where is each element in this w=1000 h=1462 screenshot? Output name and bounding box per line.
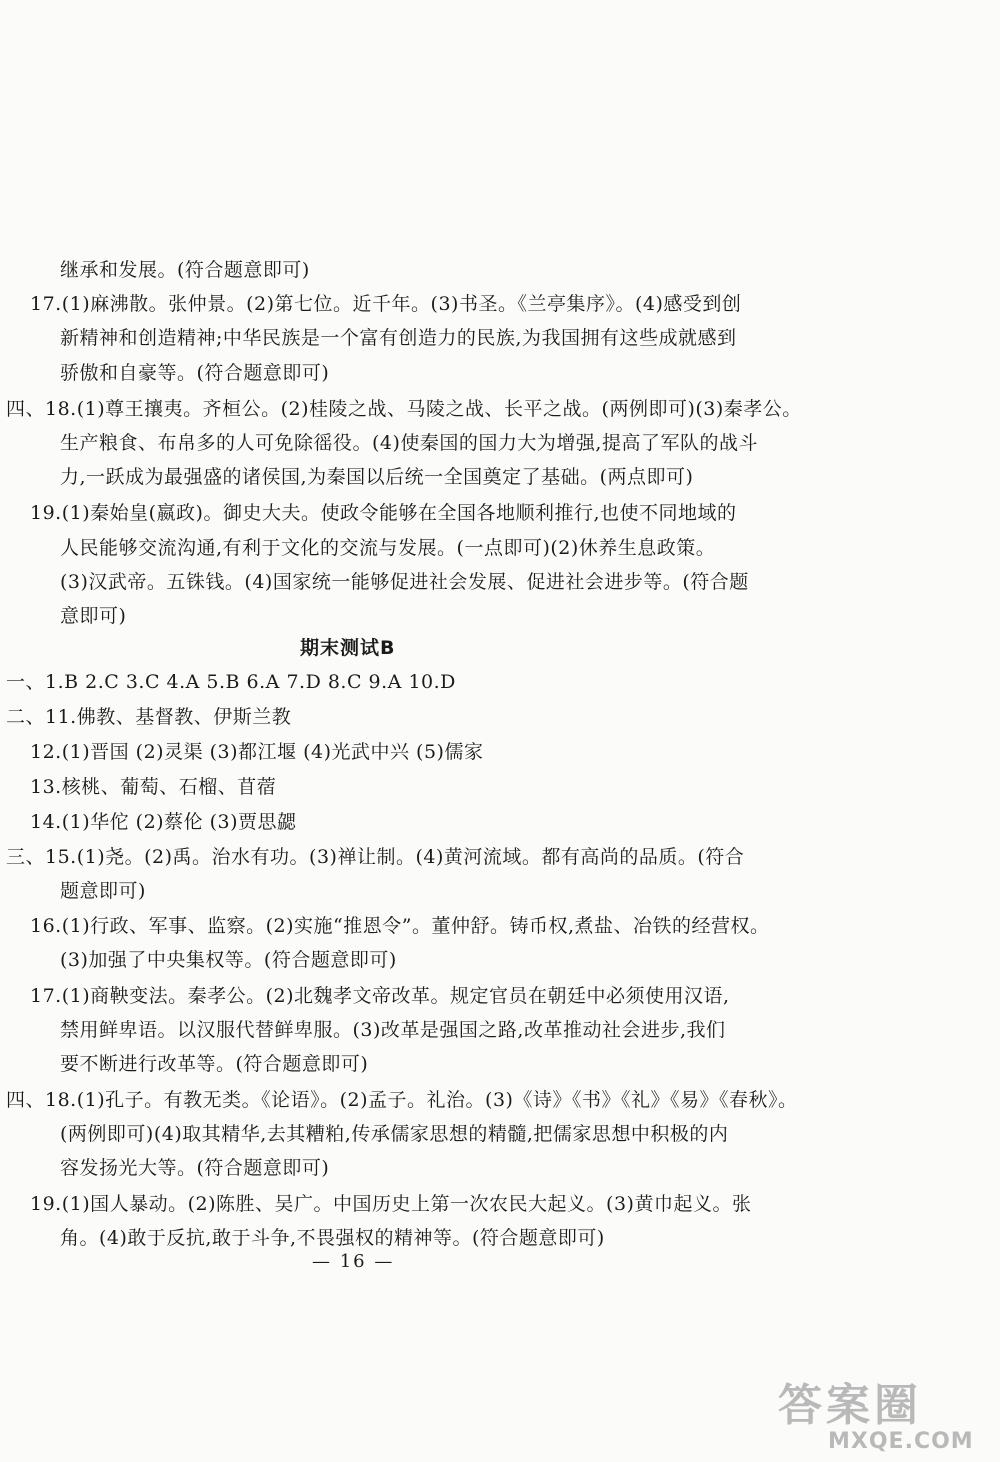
answer-line: 四、18.(1)孔子。有教无类。《论语》。(2)孟子。礼治。(3)《诗》《书》《礼》《易》《春秋》。 [6, 1089, 798, 1111]
answer-line: 三、15.(1)尧。(2)禹。治水有功。(3)禅让制。(4)黄河流域。都有高尚的品质。(符合 [6, 846, 745, 868]
text-line: 意即可) [60, 605, 127, 627]
text-line: 生产粮食、布帛多的人可免除徭役。(4)使秦国的国力大为增强,提高了军队的战斗 [60, 432, 758, 454]
answer-line: (3)加强了中央集权等。(符合题意即可) [60, 949, 397, 971]
answer-line: (两例即可)(4)取其精华,去其糟粕,传承儒家思想的精髓,把儒家思想中积极的内 [60, 1123, 729, 1145]
answer-line: 容发扬光大等。(符合题意即可) [60, 1157, 330, 1179]
page-number: — 16 — [312, 1251, 395, 1272]
answer-line: 题意即可) [60, 880, 146, 902]
answer-line: 禁用鲜卑语。以汉服代替鲜卑服。(3)改革是强国之路,改革推动社会进步,我们 [60, 1019, 726, 1041]
answer-line: 二、11.佛教、基督教、伊斯兰教 [6, 706, 292, 728]
text-line: 17.(1)麻沸散。张仲景。(2)第七位。近千年。(3)书圣。《兰亭集序》。(4)感受到创 [30, 293, 742, 315]
text-line: 四、18.(1)尊王攘夷。齐桓公。(2)桂陵之战、马陵之战、长平之战。(两例即可)(3)秦孝公。 [6, 398, 802, 420]
text-line: 人民能够交流沟通,有利于文化的交流与发展。(一点即可)(2)休养生息政策。 [60, 537, 716, 559]
answer-line: 16.(1)行政、军事、监察。(2)实施“推恩令”。董仲舒。铸币权,煮盐、冶铁的经营权。 [30, 915, 770, 937]
watermark-url: MXQE.COM [828, 1429, 974, 1454]
answer-line: 角。(4)敢于反抗,敢于斗争,不畏强权的精神等。(符合题意即可) [60, 1227, 605, 1249]
text-line: (3)汉武帝。五铢钱。(4)国家统一能够促进社会发展、促进社会进步等。(符合题 [60, 571, 749, 593]
answer-line: 13.核桃、葡萄、石榴、苜蓿 [30, 776, 277, 798]
answer-line: 12.(1)晋国 (2)灵渠 (3)都江堰 (4)光武中兴 (5)儒家 [30, 741, 484, 763]
text-line: 骄傲和自豪等。(符合题意即可) [60, 362, 330, 384]
watermark-logo-text: 答案圈 [778, 1380, 922, 1431]
answer-line: 17.(1)商鞅变法。秦孝公。(2)北魏孝文帝改革。规定官员在朝廷中必须使用汉语, [30, 985, 730, 1007]
text-line: 继承和发展。(符合题意即可) [60, 259, 310, 281]
answer-line: 19.(1)国人暴动。(2)陈胜、吴广。中国历史上第一次农民大起义。(3)黄巾起义。张 [30, 1193, 752, 1215]
answer-line: 一、1.B 2.C 3.C 4.A 5.B 6.A 7.D 8.C 9.A 10.D [6, 671, 456, 693]
answer-line: 14.(1)华佗 (2)蔡伦 (3)贾思勰 [30, 811, 297, 833]
watermark-logo [770, 1380, 992, 1456]
text-line: 力,一跃成为最强盛的诸侯国,为秦国以后统一全国奠定了基础。(两点即可) [60, 466, 694, 488]
text-line: 19.(1)秦始皇(嬴政)。御史大夫。使政令能够在全国各地顺利推行,也使不同地域的 [30, 502, 737, 524]
answer-line: 要不断进行改革等。(符合题意即可) [60, 1053, 369, 1075]
text-line: 新精神和创造精神;中华民族是一个富有创造力的民族,为我国拥有这些成就感到 [60, 327, 737, 349]
section-title: 期末测试B [300, 637, 396, 659]
